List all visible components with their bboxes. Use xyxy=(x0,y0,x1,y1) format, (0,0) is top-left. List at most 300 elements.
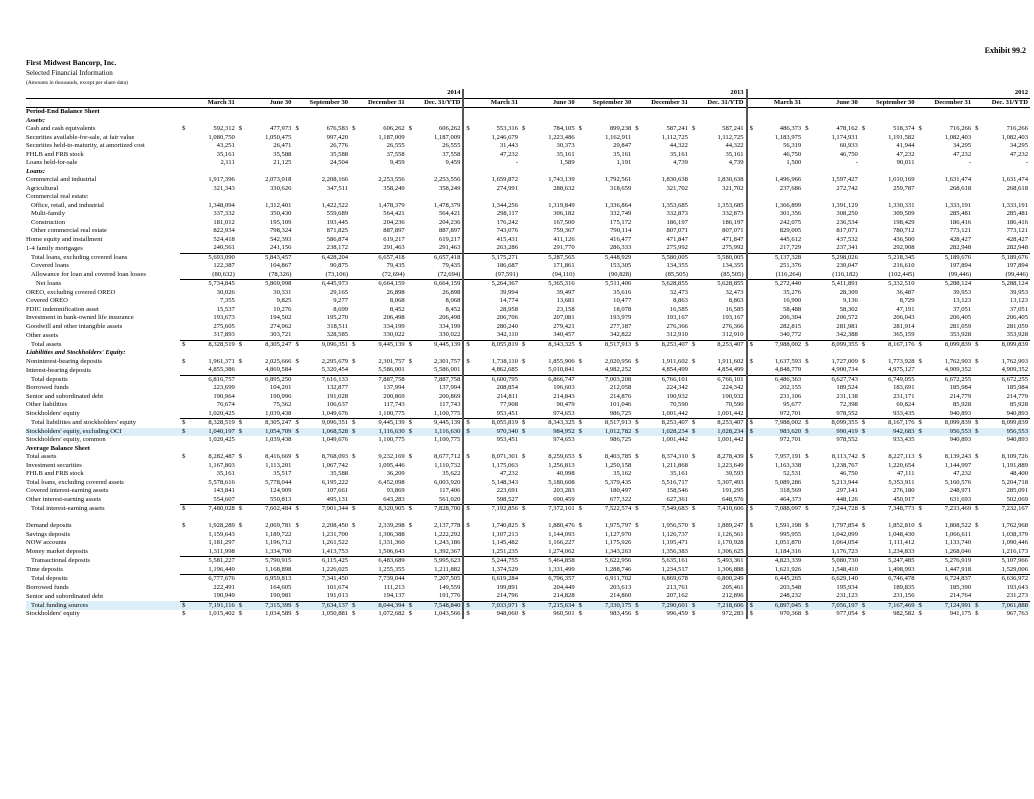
value-cell: 171,861 xyxy=(553,262,575,270)
value-cell: 4,900,734 xyxy=(831,366,858,374)
value-cell: $ 8,517,913 xyxy=(578,340,632,348)
currency-symbol: $ xyxy=(691,522,696,530)
table-row xyxy=(26,253,1030,262)
value-cell: $ 1,762,903 xyxy=(918,357,972,365)
value-cell: 6,869,678 xyxy=(633,575,690,584)
value-cell: 6,636,972 xyxy=(973,575,1030,584)
value-cell: 318,511 xyxy=(326,322,349,330)
currency-symbol: $ xyxy=(522,505,526,513)
value-cell: $ 1,889,247 xyxy=(691,522,744,530)
value-cell: 13,123 xyxy=(1009,297,1028,305)
value-cell: 6,777,676 xyxy=(180,575,237,584)
value-cell: 4,854,499 xyxy=(717,366,744,374)
row-label: Investment securities xyxy=(26,461,82,469)
value-cell xyxy=(237,349,294,358)
value-cell xyxy=(520,117,577,126)
value-cell: 306,182 xyxy=(553,210,575,218)
value-cell: $ 8,099,839 xyxy=(975,340,1028,348)
value-cell: 5,332,510 xyxy=(860,280,917,289)
value-cell: 448,126 xyxy=(836,495,858,503)
value-cell: 1,306,625 xyxy=(717,547,744,555)
value-cell: 1,223,649 xyxy=(717,461,744,469)
value-cell xyxy=(237,514,294,523)
value-cell xyxy=(803,168,860,177)
value-cell: 619,217 xyxy=(383,235,405,243)
value-cell xyxy=(577,445,634,454)
value-cell: (72,694) xyxy=(382,270,405,278)
currency-symbol: $ xyxy=(975,357,979,365)
value-cell xyxy=(180,514,237,523)
value-cell: $ 1,050,881 xyxy=(295,610,349,618)
currency-symbol: $ xyxy=(635,357,639,365)
value-cell: 415,431 xyxy=(463,236,520,245)
value-cell: $ 1,797,854 xyxy=(805,522,858,530)
currency-symbol: $ xyxy=(861,340,866,348)
value-cell: 1,020,425 xyxy=(208,436,235,444)
value-cell: 933,435 xyxy=(893,436,915,444)
value-cell: 1,110,732 xyxy=(434,461,461,469)
value-cell: 1,163,338 xyxy=(747,462,804,471)
currency-symbol: $ xyxy=(805,125,809,133)
value-cell: 47,111 xyxy=(896,470,915,478)
currency-symbol: $ xyxy=(635,505,639,513)
value-cell xyxy=(407,168,464,177)
value-cell: 35,588 xyxy=(329,150,349,158)
value-cell: 224,342 xyxy=(666,384,688,392)
value-cell: 190,996 xyxy=(270,392,292,400)
value-cell: 4,909,352 xyxy=(1001,366,1028,374)
value-cell: $ 8,253,407 xyxy=(635,340,688,348)
row-label: OREO, excluding covered OREO xyxy=(26,288,116,296)
value-cell: $ 8,253,407 xyxy=(635,419,688,427)
value-cell: 1,220,654 xyxy=(888,461,915,469)
value-cell: 39,953 xyxy=(953,288,972,296)
value-cell xyxy=(293,168,350,177)
currency-symbol: $ xyxy=(295,340,299,348)
value-cell: 47,232 xyxy=(463,470,520,479)
value-cell: 598,527 xyxy=(463,496,520,505)
value-cell xyxy=(917,193,974,202)
value-cell: 26,471 xyxy=(273,142,292,150)
value-cell: 1,100,775 xyxy=(434,409,461,417)
value-cell xyxy=(520,168,577,177)
column-header: June 30 xyxy=(803,98,860,108)
value-cell: $ 7,549,683 xyxy=(635,505,688,513)
value-cell: 137,994 xyxy=(383,384,405,392)
currency-symbol: $ xyxy=(522,610,526,618)
value-cell: $ 7,901,344 xyxy=(295,505,349,513)
value-cell: $ 7,192,856 xyxy=(463,505,520,514)
value-cell: 1,356,383 xyxy=(661,547,688,555)
value-cell: 7,887,758 xyxy=(350,375,407,384)
currency-symbol: $ xyxy=(975,427,979,435)
row-label: Covered OREO xyxy=(26,297,68,305)
value-cell: 35,161 xyxy=(216,470,235,478)
value-cell: 972,701 xyxy=(747,410,804,419)
value-cell: (99,446) xyxy=(948,270,972,278)
value-cell: $ 8,677,712 xyxy=(408,453,461,461)
currency-symbol: $ xyxy=(861,357,866,365)
value-cell: $ 948,060 xyxy=(463,610,520,619)
value-cell: 101,674 xyxy=(326,583,349,591)
currency-symbol: $ xyxy=(805,427,809,435)
value-cell: 286,333 xyxy=(609,244,632,252)
value-cell: 1,331,360 xyxy=(378,539,405,547)
value-cell: $ 8,109,726 xyxy=(975,453,1028,461)
value-cell: 190,981 xyxy=(270,592,292,600)
value-cell: 340,457 xyxy=(553,331,575,339)
value-cell: 189,835 xyxy=(893,583,915,591)
value-cell: 6,911,702 xyxy=(577,575,634,584)
value-cell: 231,138 xyxy=(836,392,858,400)
currency-symbol: $ xyxy=(861,505,866,513)
value-cell: 1,353,685 xyxy=(717,201,744,209)
value-cell: 206,043 xyxy=(893,314,915,322)
value-cell: 259,787 xyxy=(893,184,915,192)
row-label: Commercial and industrial xyxy=(26,176,97,184)
currency-symbol: $ xyxy=(466,427,470,435)
value-cell: 58,302 xyxy=(839,305,858,313)
currency-symbol: $ xyxy=(691,601,696,609)
value-cell: 32,473 xyxy=(669,288,688,296)
currency-symbol: $ xyxy=(578,125,582,133)
value-cell: 780,712 xyxy=(893,227,915,235)
year-header: 2013 xyxy=(463,89,746,98)
currency-symbol: $ xyxy=(522,419,526,427)
value-cell: 1,597,427 xyxy=(831,176,858,184)
value-cell: 47,232 xyxy=(463,151,520,160)
table-row xyxy=(26,125,1030,134)
currency-symbol: $ xyxy=(635,340,639,348)
currency-symbol: $ xyxy=(691,427,696,435)
column-header: Dec. 31/YTD xyxy=(407,98,464,108)
value-cell: 330,626 xyxy=(270,184,292,192)
value-cell: 340,772 xyxy=(747,331,804,340)
table-row xyxy=(26,168,1030,177)
value-cell: 193,673 xyxy=(213,314,235,322)
value-cell: 72,398 xyxy=(839,401,858,409)
value-cell: $ 7,634,137 xyxy=(295,601,349,609)
value-cell: 9,459 xyxy=(445,159,461,167)
value-cell: 191,013 xyxy=(326,592,349,600)
value-cell: 561,020 xyxy=(438,495,461,503)
currency-symbol: $ xyxy=(635,427,639,435)
table-row xyxy=(26,219,1030,228)
value-cell: $ 960,501 xyxy=(522,610,575,618)
currency-symbol: $ xyxy=(805,601,809,609)
value-cell: 167,500 xyxy=(553,218,575,226)
row-label: FHLB and FRB stock xyxy=(26,150,84,158)
currency-symbol: $ xyxy=(861,419,866,427)
row-label: Total deposits xyxy=(31,575,68,583)
currency-symbol: $ xyxy=(352,427,356,435)
currency-symbol: $ xyxy=(522,453,526,461)
currency-symbol: $ xyxy=(238,505,243,513)
table-row xyxy=(26,117,1030,126)
currency-symbol: $ xyxy=(918,610,922,618)
value-cell: 24,504 xyxy=(329,159,349,167)
value-cell: 5,464,858 xyxy=(520,557,577,566)
currency-symbol: $ xyxy=(352,453,356,461)
value-cell: 117,743 xyxy=(439,401,461,409)
value-cell: 291,463 xyxy=(383,244,405,252)
row-label: Investment in bank-owned life insurance xyxy=(26,314,134,322)
value-cell: 204,236 xyxy=(383,218,405,226)
currency-symbol: $ xyxy=(182,340,186,348)
value-cell: 5,448,929 xyxy=(577,253,634,262)
table-row xyxy=(26,236,1030,245)
value-cell: 1,413,753 xyxy=(321,547,349,555)
value-cell: 1,080,750 xyxy=(208,133,235,141)
value-cell: 8,068 xyxy=(445,297,461,305)
column-header: Dec. 31/YTD xyxy=(973,98,1030,108)
row-label: Stockholders' equity, common xyxy=(26,436,106,444)
value-cell xyxy=(917,514,974,523)
value-cell: 90,875 xyxy=(329,262,349,270)
value-cell: 186,197 xyxy=(666,218,688,226)
value-cell: (116,264) xyxy=(747,271,804,280)
value-cell: 1,447,918 xyxy=(944,565,972,573)
currency-symbol: $ xyxy=(635,522,639,530)
value-cell: $ 8,328,519 xyxy=(182,419,235,427)
value-cell: 1,196,712 xyxy=(265,539,292,547)
value-cell: 292,908 xyxy=(893,244,915,252)
value-cell: $ 7,988,002 xyxy=(747,419,804,428)
table-row xyxy=(26,601,1030,610)
value-cell: 995,955 xyxy=(747,531,804,540)
value-cell: 216,610 xyxy=(893,262,915,270)
currency-symbol: $ xyxy=(918,505,922,513)
value-cell: $ 8,099,839 xyxy=(918,340,972,348)
value-cell: 30,331 xyxy=(273,288,292,296)
value-cell: $ 1,072,682 xyxy=(352,610,405,618)
currency-symbol: $ xyxy=(295,125,299,133)
value-cell: 214,860 xyxy=(609,592,632,600)
table-row xyxy=(26,244,1030,253)
value-cell: 1,366,899 xyxy=(747,202,804,211)
value-cell: 5,264,367 xyxy=(463,280,520,289)
value-cell: 117,406 xyxy=(439,487,461,495)
value-cell: 690,459 xyxy=(553,495,575,503)
value-cell: 5,276,919 xyxy=(917,557,974,566)
value-cell: 175,172 xyxy=(609,218,632,226)
value-cell xyxy=(690,514,747,523)
value-cell: 773,121 xyxy=(1006,227,1028,235)
value-cell: 1,082,403 xyxy=(1001,133,1028,141)
currency-symbol: $ xyxy=(352,522,356,530)
value-cell: 1,066,611 xyxy=(945,530,972,538)
value-cell: 1,500 xyxy=(747,159,804,168)
value-cell: 4,975,127 xyxy=(888,366,915,374)
value-cell: $ 7,061,888 xyxy=(975,601,1028,609)
value-cell xyxy=(293,193,350,202)
value-cell: 6,428,204 xyxy=(293,253,350,262)
value-cell xyxy=(350,349,407,358)
currency-symbol: $ xyxy=(749,427,753,435)
value-cell: 1,174,931 xyxy=(831,133,858,141)
value-cell: 186,416 xyxy=(949,218,972,226)
currency-symbol: $ xyxy=(408,427,413,435)
value-cell xyxy=(407,108,464,117)
currency-symbol: $ xyxy=(182,427,186,435)
currency-symbol: $ xyxy=(918,357,922,365)
table-row xyxy=(26,419,1030,428)
value-cell: $ 587,241 xyxy=(635,125,688,133)
currency-symbol: $ xyxy=(578,601,582,609)
value-cell: $ 2,137,778 xyxy=(408,522,461,530)
column-header: March 31 xyxy=(463,98,520,108)
value-cell xyxy=(860,168,917,177)
value-cell: 986,725 xyxy=(609,436,632,444)
value-cell: 1,353,685 xyxy=(661,201,688,209)
currency-symbol: $ xyxy=(805,340,809,348)
value-cell: 5,586,001 xyxy=(434,366,461,374)
currency-symbol: $ xyxy=(749,357,753,365)
value-cell xyxy=(860,514,917,523)
value-cell: 193,445 xyxy=(326,218,349,226)
currency-symbol: $ xyxy=(352,419,356,427)
table-row xyxy=(26,202,1030,211)
value-cell: 195,934 xyxy=(836,583,858,591)
value-cell: 978,552 xyxy=(836,436,858,444)
value-cell: 230,047 xyxy=(836,262,858,270)
value-cell: $ 8,167,176 xyxy=(861,340,915,348)
value-cell: 35,161 xyxy=(669,470,688,478)
value-cell xyxy=(520,108,577,117)
currency-symbol: $ xyxy=(466,610,470,618)
value-cell: 1,020,425 xyxy=(208,409,235,417)
value-cell: 1,268,046 xyxy=(944,547,972,555)
value-cell xyxy=(803,108,860,117)
value-cell: 6,600,795 xyxy=(463,375,520,384)
value-cell: 237,341 xyxy=(836,244,858,252)
value-cell: 2,253,556 xyxy=(378,176,405,184)
value-cell: 1,548,410 xyxy=(831,565,858,573)
value-cell: 8,068 xyxy=(389,297,405,305)
table-row xyxy=(26,289,1030,298)
value-cell: 248,971 xyxy=(949,487,972,495)
value-cell: $ 8,227,113 xyxy=(861,453,915,461)
value-cell: 6,483,689 xyxy=(350,557,407,566)
value-cell xyxy=(577,117,634,126)
value-cell: 6,195,222 xyxy=(321,478,349,486)
value-cell: 643,283 xyxy=(383,495,405,503)
value-cell: 4,739 xyxy=(673,159,688,167)
row-label: Loans: xyxy=(26,167,46,175)
value-cell: 37,051 xyxy=(953,305,972,313)
value-cell: 5,298,026 xyxy=(803,253,860,262)
value-cell xyxy=(690,168,747,177)
value-cell: 5,213,944 xyxy=(831,478,858,486)
value-cell: 189,524 xyxy=(836,384,858,392)
currency-symbol: $ xyxy=(578,340,582,348)
value-cell: 6,746,478 xyxy=(860,575,917,584)
currency-symbol: $ xyxy=(691,125,696,133)
value-cell: 1,090,446 xyxy=(1001,539,1028,547)
currency-symbol: $ xyxy=(182,453,186,461)
value-cell: $ 7,480,028 xyxy=(182,505,235,513)
value-cell: 193,643 xyxy=(1006,583,1028,591)
value-cell: (80,632) xyxy=(212,270,235,278)
value-cell: 46,750 xyxy=(747,151,804,160)
row-label: Office, retail, and industrial xyxy=(31,201,104,209)
company-name: First Midwest Bancorp, Inc. xyxy=(26,58,117,67)
value-cell xyxy=(860,445,917,454)
currency-symbol: $ xyxy=(182,601,186,609)
value-cell: 1,288,746 xyxy=(604,565,632,573)
value-cell: 242,075 xyxy=(747,219,804,228)
value-cell: 95,677 xyxy=(747,401,804,410)
value-cell: $ 7,372,161 xyxy=(522,505,575,513)
value-cell: 1,187,009 xyxy=(378,133,405,141)
value-cell: 6,657,418 xyxy=(350,253,407,262)
currency-symbol: $ xyxy=(466,601,470,609)
value-cell xyxy=(690,445,747,454)
row-label: Net loans xyxy=(36,280,62,288)
value-cell: 231,156 xyxy=(893,592,915,600)
value-cell: 281,914 xyxy=(893,322,915,330)
value-cell: 7,887,758 xyxy=(407,375,464,384)
value-cell: 85,928 xyxy=(1009,401,1028,409)
value-cell: 212,058 xyxy=(609,384,632,392)
value-cell: 39,994 xyxy=(463,289,520,298)
table-row xyxy=(26,436,1030,445)
table-row xyxy=(26,151,1030,160)
value-cell: 1,610,169 xyxy=(888,176,915,184)
table-row xyxy=(26,610,1030,619)
value-cell: 36,487 xyxy=(896,288,915,296)
table-row xyxy=(26,262,1030,271)
value-cell: 134,355 xyxy=(722,262,744,270)
row-label: Interest-bearing deposits xyxy=(26,366,92,374)
value-cell xyxy=(633,349,690,358)
year-header: 2012 xyxy=(747,89,1030,98)
value-cell: 90,011 xyxy=(896,159,915,167)
value-cell: (102,445) xyxy=(888,270,915,278)
value-cell: 35,162 xyxy=(613,470,632,478)
value-cell: 437,532 xyxy=(836,235,858,243)
value-cell: 648,576 xyxy=(722,495,744,503)
value-cell: 8,863 xyxy=(673,297,688,305)
column-header: June 30 xyxy=(520,98,577,108)
currency-symbol: $ xyxy=(466,453,470,461)
value-cell: $ 9,445,139 xyxy=(352,340,405,348)
value-cell xyxy=(237,108,294,117)
row-label: Commercial real estate: xyxy=(26,193,89,201)
value-cell: 183,691 xyxy=(893,384,915,392)
currency-symbol: $ xyxy=(295,419,299,427)
value-cell: 1,589 xyxy=(559,159,575,167)
value-cell: $ 2,025,666 xyxy=(238,357,292,365)
value-cell: 191,295 xyxy=(722,487,744,495)
value-cell: 5,790,915 xyxy=(237,557,294,566)
row-label: Savings deposits xyxy=(26,530,71,538)
currency-symbol: $ xyxy=(466,505,470,513)
value-cell: 206,405 xyxy=(949,314,972,322)
value-cell xyxy=(917,445,974,454)
currency-symbol: $ xyxy=(691,357,696,365)
value-cell: 586,874 xyxy=(326,235,349,243)
value-cell: 5,244,755 xyxy=(463,557,520,566)
value-cell: $ 8,099,839 xyxy=(975,419,1028,427)
value-cell: 1,144,093 xyxy=(548,530,575,538)
value-cell xyxy=(633,445,690,454)
value-cell: 288,632 xyxy=(553,184,575,192)
table-row xyxy=(26,584,1030,593)
value-cell: 1,187,009 xyxy=(434,133,461,141)
currency-symbol: $ xyxy=(522,601,526,609)
currency-symbol: $ xyxy=(238,453,243,461)
